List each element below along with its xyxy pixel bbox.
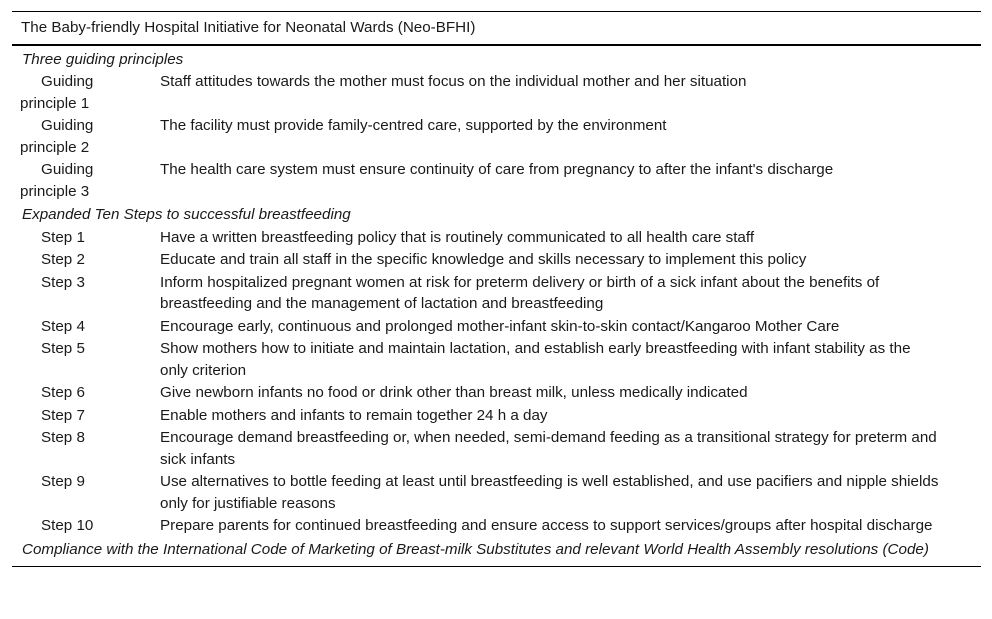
principle-label: Guiding principle 3 [20, 161, 94, 200]
principle-label: Guiding principle 1 [20, 73, 94, 112]
table-title: The Baby-friendly Hospital Initiative for Neonatal Wards (Neo-BFHI) [12, 12, 981, 45]
step-label: Step 9 [41, 473, 85, 490]
table-row [12, 471, 981, 515]
step-text: Enable mothers and infants to remain together 24 h a day [160, 406, 548, 424]
table-row [12, 159, 981, 203]
table-row [12, 71, 981, 115]
step-text: Encourage demand breastfeeding or, when needed, semi-demand feeding as a transitional strategy for preterm and sick infants [160, 429, 937, 468]
step-label: Step 4 [41, 317, 85, 335]
table-row [12, 515, 981, 538]
table-row [12, 249, 981, 272]
table-row [12, 316, 981, 339]
step-text: Have a written breastfeeding policy that is routinely communicated to all health care staff [160, 228, 755, 246]
step-text: Inform hospitalized pregnant women at risk for preterm delivery or birth of a sick infant about the benefits of breastfeeding and the management of lactation and breastfeeding [160, 273, 880, 312]
code-heading: Compliance with the International Code of Marketing of Breast-milk Substitutes and relevant World Health Assembly resolutions (Code) [12, 538, 981, 567]
step-label: Step 3 [41, 273, 85, 291]
steps-heading: Expanded Ten Steps to successful breastfeeding [22, 206, 351, 223]
step-text: Use alternatives to bottle feeding at least until breastfeeding is well established, and use pacifiers and nipple shields only for justifiable reasons [160, 473, 939, 512]
table-row [12, 405, 981, 428]
principle-text: The facility must provide family-centred care, supported by the environment [160, 117, 667, 134]
principles-heading: Three guiding principles [22, 50, 184, 68]
step-text: Prepare parents for continued breastfeeding and ensure access to support services/groups after hospital discharge [160, 517, 933, 534]
table-row [12, 338, 981, 382]
section-row-code [12, 538, 981, 567]
step-label: Step 8 [41, 429, 85, 446]
neo-bfhi-table-container [12, 11, 981, 567]
section-row-principles [12, 45, 981, 72]
principle-label: Guiding principle 2 [20, 117, 94, 156]
principle-text: The health care system must ensure continuity of care from pregnancy to after the infant's discharge [160, 161, 834, 178]
step-label: Step 2 [41, 251, 85, 268]
table-row [12, 115, 981, 159]
section-row-steps [12, 203, 981, 227]
step-text: Educate and train all staff in the specific knowledge and skills necessary to implement this policy [160, 251, 807, 268]
step-text: Show mothers how to initiate and maintain lactation, and establish early breastfeeding with infant stability as the only criterion [160, 340, 911, 379]
step-label: Step 1 [41, 228, 85, 246]
step-text: Give newborn infants no food or drink other than breast milk, unless medically indicated [160, 384, 748, 401]
step-label: Step 6 [41, 384, 85, 401]
table-row [12, 382, 981, 405]
neo-bfhi-table [12, 11, 981, 567]
step-text: Encourage early, continuous and prolonged mother-infant skin-to-skin contact/Kangaroo Mother Care [160, 317, 840, 335]
table-row [12, 427, 981, 471]
step-label: Step 10 [41, 517, 94, 534]
step-label: Step 5 [41, 340, 85, 357]
table-row [12, 227, 981, 250]
table-header-row [12, 12, 981, 45]
principle-text: Staff attitudes towards the mother must focus on the individual mother and her situation [160, 73, 747, 90]
table-row [12, 272, 981, 316]
step-label: Step 7 [41, 406, 85, 424]
